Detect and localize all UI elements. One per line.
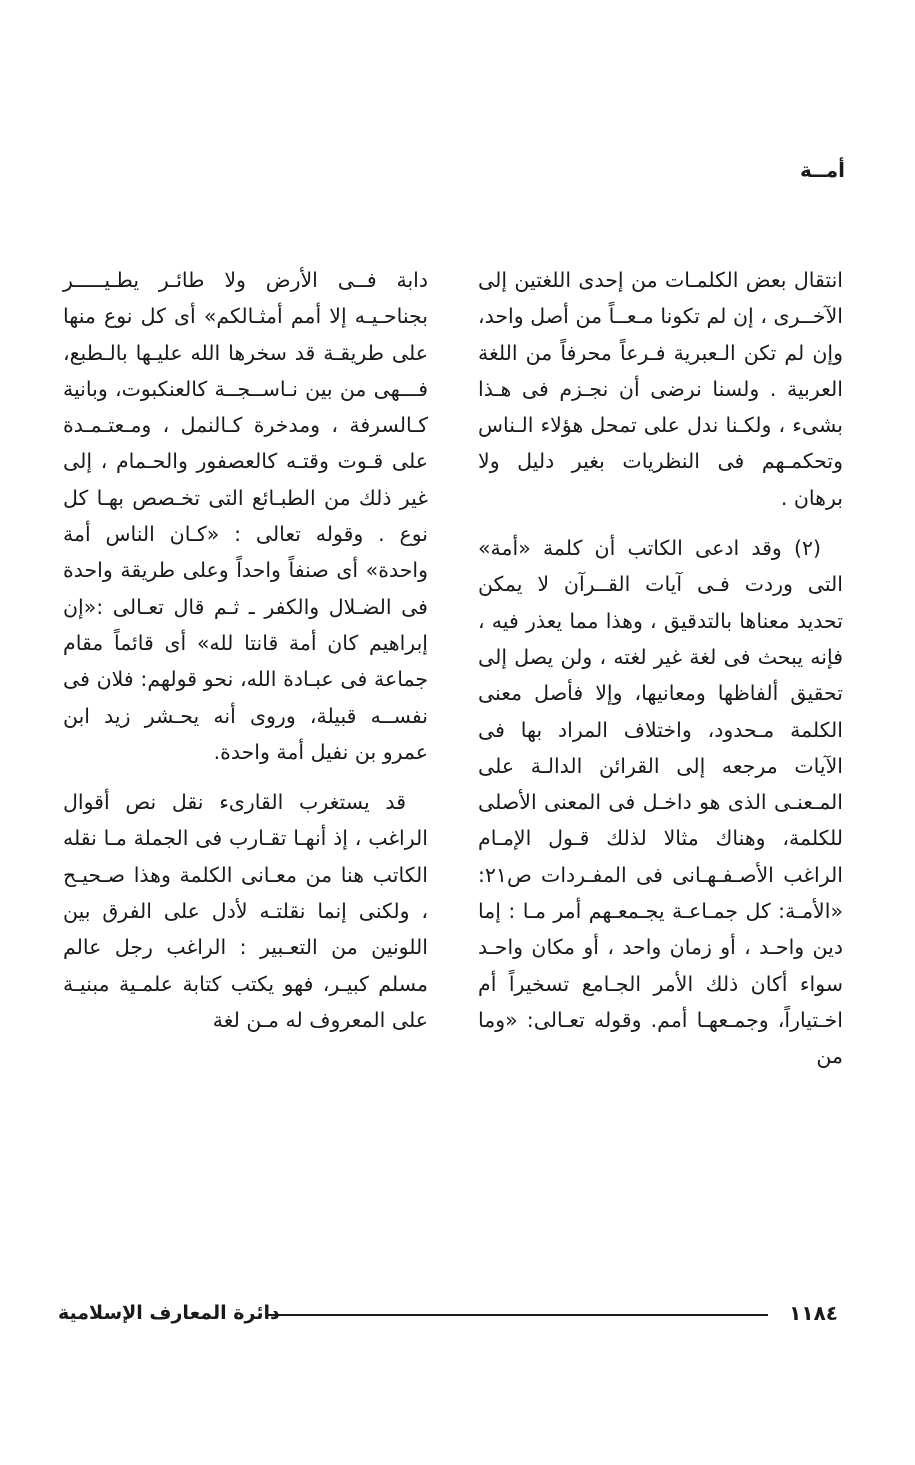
right-column (478, 262, 843, 1075)
left-column (63, 262, 428, 1038)
series-title: دائرة المعارف الإسلامية (58, 1302, 280, 1324)
right-column-paragraph-2: (٢) وقد ادعى الكاتب أن كلمة «أمة» التى وردت فـى آيات القــرآن لا يمكن تحديد معناها بالتدقيق ، وهذا مما يعذر فيه ، فإنه يبحث فى لغة غير لغته ، ولن يصل إلى تحقيق ألفاظها ومعانيها، وإلا فأصل معنى الكلمة مـحدود، واختلاف المراد بها فى الآيات مرجعه إلى القرائن الدالـة على المـعنـى الذى هو داخـل فى المعنى الأصلى للكلمة، وهناك مثالا لذلك قـول الإمـام الراغب الأصـفـهـانى فى المفـردات ص٢١: «الأمـة: كل جمـاعـة يجـمعـهم أمر مـا : إما دين واحـد ، أو زمان واحد ، أو مكان واحـد سواء أكان ذلك الأمر الجـامع تسخيراً أم اخـتياراً، وجمـعهـا أمم. وقوله تعـالى: «وما من (478, 536, 843, 1069)
right-column-paragraph-1: انتقال بعض الكلمـات من إحدى اللغتين إلى الآخــرى ، إن لم تكونا مـعــاً من أصل واحد، وإن لم تكن الـعبرية فـرعاً محرفاً من اللغة العربية . ولسنا نرضى أن نجـزم فى هـذا بشىء ، ولكـنا ندل على تمحل هؤلاء الـناس وتحكمـهم فى النظريات بغير دليل ولا برهان . (478, 268, 843, 510)
page-number: ١١٨٤ (789, 1301, 838, 1325)
left-column-paragraph-1: دابة فــى الأرض ولا طائـر يطـيـــــر بجناحـيـه إلا أمم أمثـالكم» أى كل نوع منها على طريقـة قد سخرها الله عليـها بالـطبع، فـــهى من بين نـاســجــة كالعنكبوت، وبانية كـالسرفة ، ومدخرة كـالنمل ، ومـعتـمـدة على قـوت وقتـه كالعصفور والحـمام ، إلى غير ذلك من الطبـائع التى تخـصص بهـا كل نوع . وقوله تعالى : «كـان الناس أمة واحدة» أى صنفاً واحداً وعلى طريقة واحدة فى الضـلال والكفر ـ ثـم قال تعـالى :«إن إبراهيم كان أمة قانتا لله» أى قائماً مقام جماعة فى عبـادة الله، نحو قولهم: فلان فى نفســه قبيلة، وروى أنه يحـشر زيد ابن عمرو بن نفيل أمة واحدة. (63, 268, 428, 764)
page-footer (58, 1298, 838, 1328)
footer-rule (268, 1314, 768, 1316)
running-header: أمــة (799, 158, 845, 182)
left-column-paragraph-2: قد يستغرب القارىء نقل نص أقوال الراغب ، إذ أنهـا تقـارب فى الجملة مـا نقله الكاتب هنا من معـانى الكلمة وهذا صـحيـح ، ولكنى إنما نقلتـه لأدل على الفرق بين اللونين من التعـبير : الراغب رجل عالم مسلم كبيـر، فهو يكتب كتابة علمـية مبنيـة على المعروف له مـن لغة (63, 790, 428, 1032)
